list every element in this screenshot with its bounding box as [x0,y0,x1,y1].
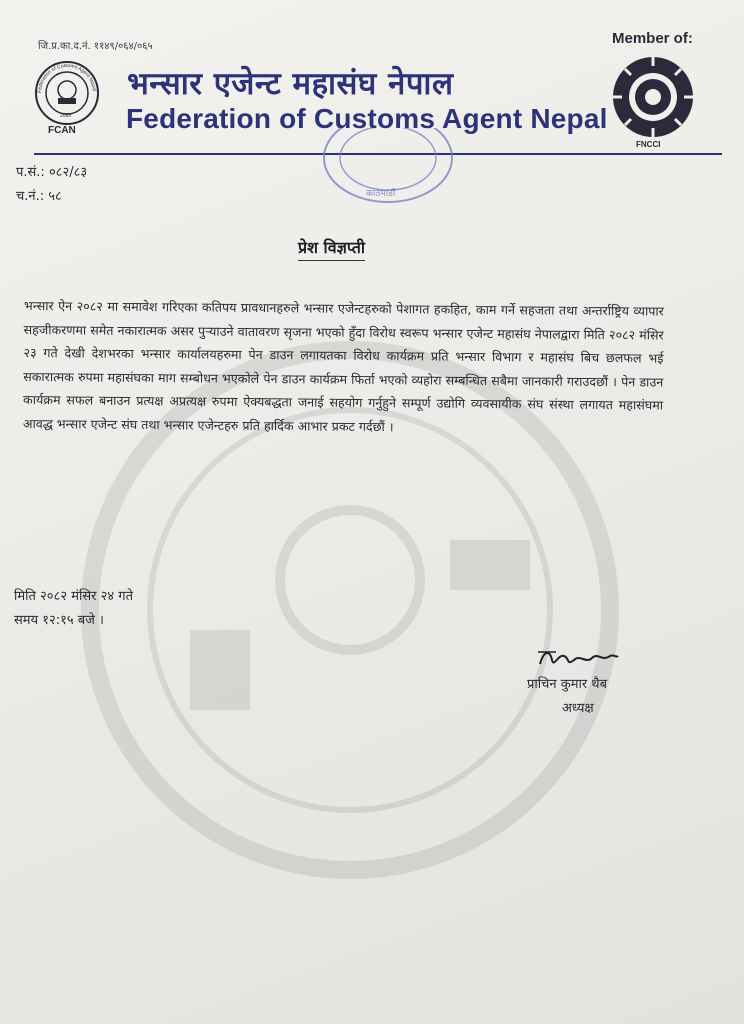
fcan-ring-text: Federation of Customs Agent Nepal [36,62,97,94]
fncci-logo-icon [610,54,696,140]
fcan-year: 2065 [60,113,72,119]
release-date: मिति २०८२ मंसिर २४ गते [14,589,133,604]
signatory-name: प्राचिन कुमार थैब [527,677,608,692]
fncci-label: FNCCI [636,140,661,149]
fcan-logo-icon [34,60,100,126]
dispatch-number: च.नं.: ५८ [16,189,62,204]
organization-title-nepali: भन्सार एजेन्ट महासंघ नेपाल [127,66,454,102]
page-title: प्रेश विज्ञप्ती [298,236,365,261]
release-time: समय १२:१५ बजे । [14,613,104,628]
registration-number: जि.प्र.का.द.नं. ११४९/०६४/०६५ [38,41,153,52]
handwritten-signature [536,646,620,672]
stamp-text: काठमाडौं [366,189,396,199]
fcan-label: FCAN [48,125,76,136]
member-of-label: Member of: [612,30,693,47]
office-stamp [318,128,458,208]
organization-title-english: Federation of Customs Agent Nepal [126,103,608,134]
signatory-title: अध्यक्ष [562,701,594,716]
press-release-body: भन्सार ऐन २०८२ मा समावेश गरिएका कतिपय प्रावधानहरुले भन्सार एजेन्टहरुको पेशागत हकहित, काम गर्ने सहजता तथा अन्तर्राष्ट्रिय व्यापार सहजीकरणमा समेत नकारात्मक असर पुऱ्याउने वातावरण सृजना भएको हुँदा विरोध स्वरूप भन्सार एजेन्ट महासंघ नेपालद्वारा मिति २०८२ मंसिर २३ गते देखी देशभरका भन्सार कार्यालयहरुमा पेन डाउन लगायतका विरोध कार्यक्रम प्रति भन्सार विभाग र महासंघ बिच छलफल भई सकारात्मक रुपमा महासंघका माग सम्बोधन भएकोले पेन डाउन कार्यक्रम फिर्ता भएको व्यहोरा सम्बन्धित सबैमा जानकारी गराउदछौं । पेन डाउन कार्यक्रम सफल बनाउन प्रत्यक्ष अप्रत्यक्ष रुपमा ऐक्यबद्धता जनाई सहयोग गर्नुहुने सम्पूर्ण उद्योगि व्यवसायीक संघ संस्था लगायत महासंघमा आवद्ध भन्सार एजेन्ट संघ तथा भन्सार एजेन्टहरु प्रति हार्दिक आभार प्रकट गर्दछौं । [22,297,664,435]
letter-reference-number: प.सं.: ०८२/८३ [16,165,88,180]
